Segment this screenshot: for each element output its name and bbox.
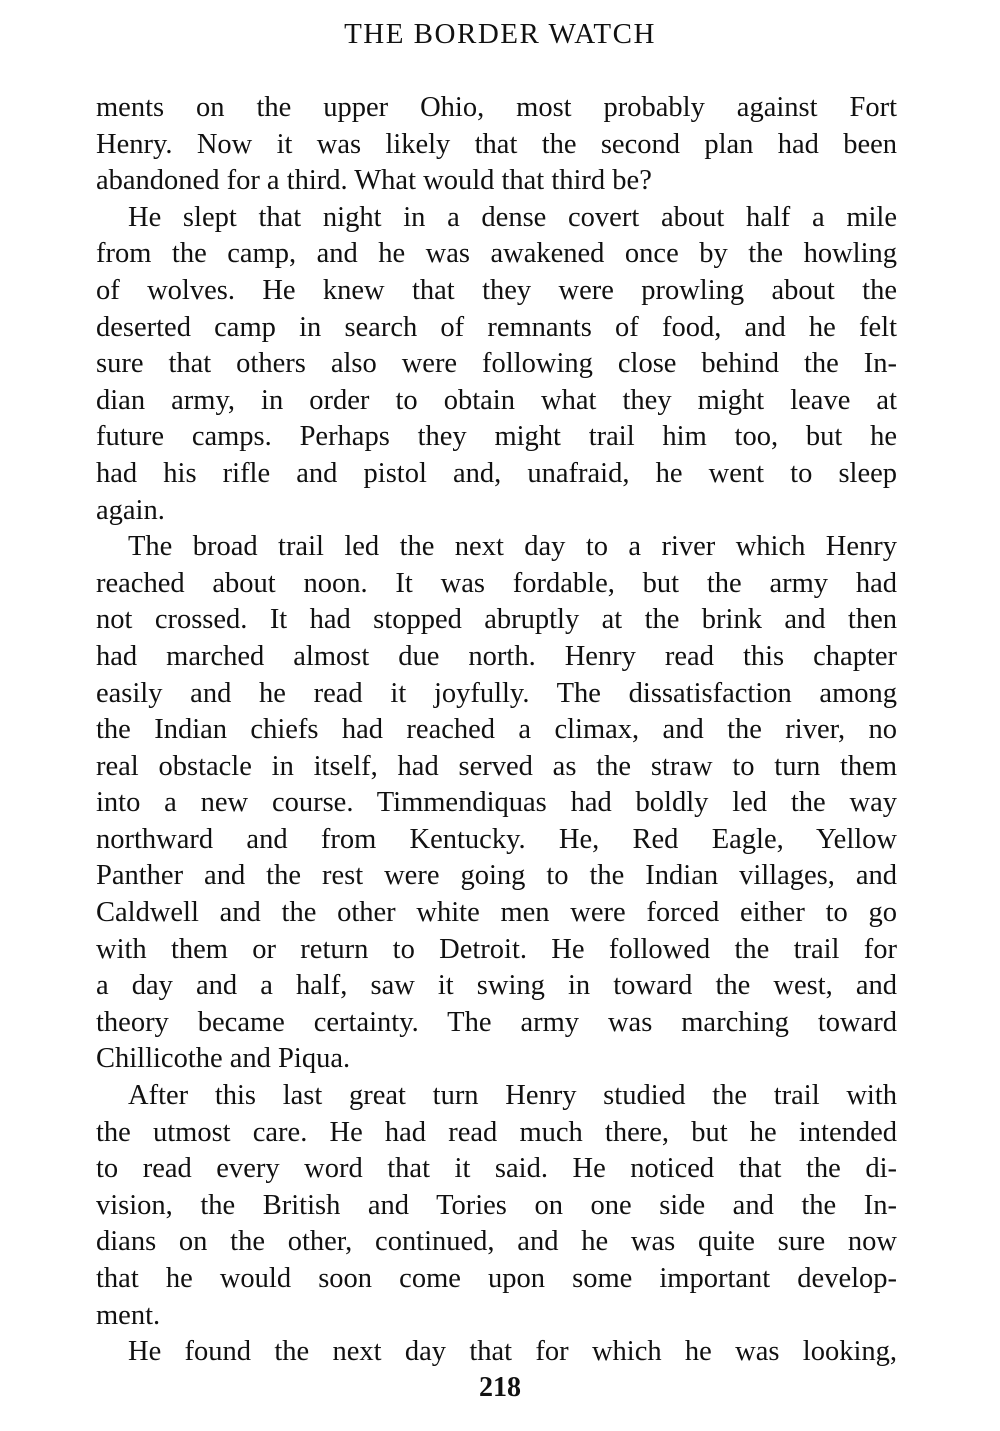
paragraph bbox=[96, 1334, 897, 1371]
text-line: sure that others also were following close behind the In- bbox=[96, 348, 897, 380]
text-line: Henry. Now it was likely that the second plan had been bbox=[96, 128, 897, 160]
paragraph bbox=[96, 529, 897, 1078]
text-line: vision, the British and Tories on one side and the In- bbox=[96, 1189, 897, 1221]
text-line: of wolves. He knew that they were prowling about the bbox=[96, 274, 897, 306]
paragraph bbox=[96, 1078, 897, 1334]
text-line: dian army, in order to obtain what they might leave at bbox=[96, 384, 897, 416]
text-line: had his rifle and pistol and, unafraid, he went to sleep bbox=[96, 457, 897, 489]
page-number: 218 bbox=[479, 1372, 521, 1403]
text-line: real obstacle in itself, had served as the straw to turn them bbox=[96, 750, 897, 782]
text-line: to read every word that it said. He noticed that the di- bbox=[96, 1153, 897, 1185]
text-line: not crossed. It had stopped abruptly at the brink and then bbox=[96, 604, 897, 636]
text-line: again. bbox=[96, 494, 165, 526]
text-line: theory became certainty. The army was marching toward bbox=[96, 1006, 897, 1038]
text-line: into a new course. Timmendiquas had boldly led the way bbox=[96, 787, 897, 819]
page-body-text bbox=[96, 90, 897, 1371]
text-line: After this last great turn Henry studied the trail with bbox=[128, 1080, 897, 1112]
text-line: the Indian chiefs had reached a climax, and the river, no bbox=[96, 714, 897, 746]
text-line: from the camp, and he was awakened once by the howling bbox=[96, 238, 897, 270]
text-line: He found the next day that for which he was looking, bbox=[128, 1336, 897, 1368]
text-line: deserted camp in search of remnants of food, and he felt bbox=[96, 311, 897, 343]
text-line: the utmost care. He had read much there, but he intended bbox=[96, 1116, 897, 1148]
text-line: a day and a half, saw it swing in toward the west, and bbox=[96, 970, 897, 1002]
text-line: ment. bbox=[96, 1299, 161, 1331]
text-line: with them or return to Detroit. He followed the trail for bbox=[96, 933, 897, 965]
text-line: reached about noon. It was fordable, but the army had bbox=[96, 567, 897, 599]
text-line: that he would soon come upon some important develop- bbox=[96, 1263, 897, 1294]
running-header: THE BORDER WATCH bbox=[344, 18, 656, 50]
text-line: Chillicothe and Piqua. bbox=[96, 1043, 351, 1075]
text-line: ments on the upper Ohio, most probably against Fort bbox=[96, 92, 897, 123]
paragraph bbox=[96, 200, 897, 529]
text-line: The broad trail led the next day to a river which Henry bbox=[128, 531, 897, 563]
text-line: Caldwell and the other white men were forced either to go bbox=[96, 897, 897, 929]
paragraph bbox=[96, 90, 897, 200]
text-line: He slept that night in a dense covert about half a mile bbox=[128, 201, 897, 233]
text-line: dians on the other, continued, and he was quite sure now bbox=[96, 1226, 897, 1258]
text-line: easily and he read it joyfully. The dissatisfaction among bbox=[96, 677, 897, 709]
text-line: northward and from Kentucky. He, Red Eagle, Yellow bbox=[96, 823, 897, 855]
text-line: future camps. Perhaps they might trail him too, but he bbox=[96, 421, 897, 453]
text-line: Panther and the rest were going to the Indian villages, and bbox=[96, 860, 897, 892]
text-line: abandoned for a third. What would that third be? bbox=[96, 165, 652, 197]
text-line: had marched almost due north. Henry read this chapter bbox=[96, 640, 897, 672]
